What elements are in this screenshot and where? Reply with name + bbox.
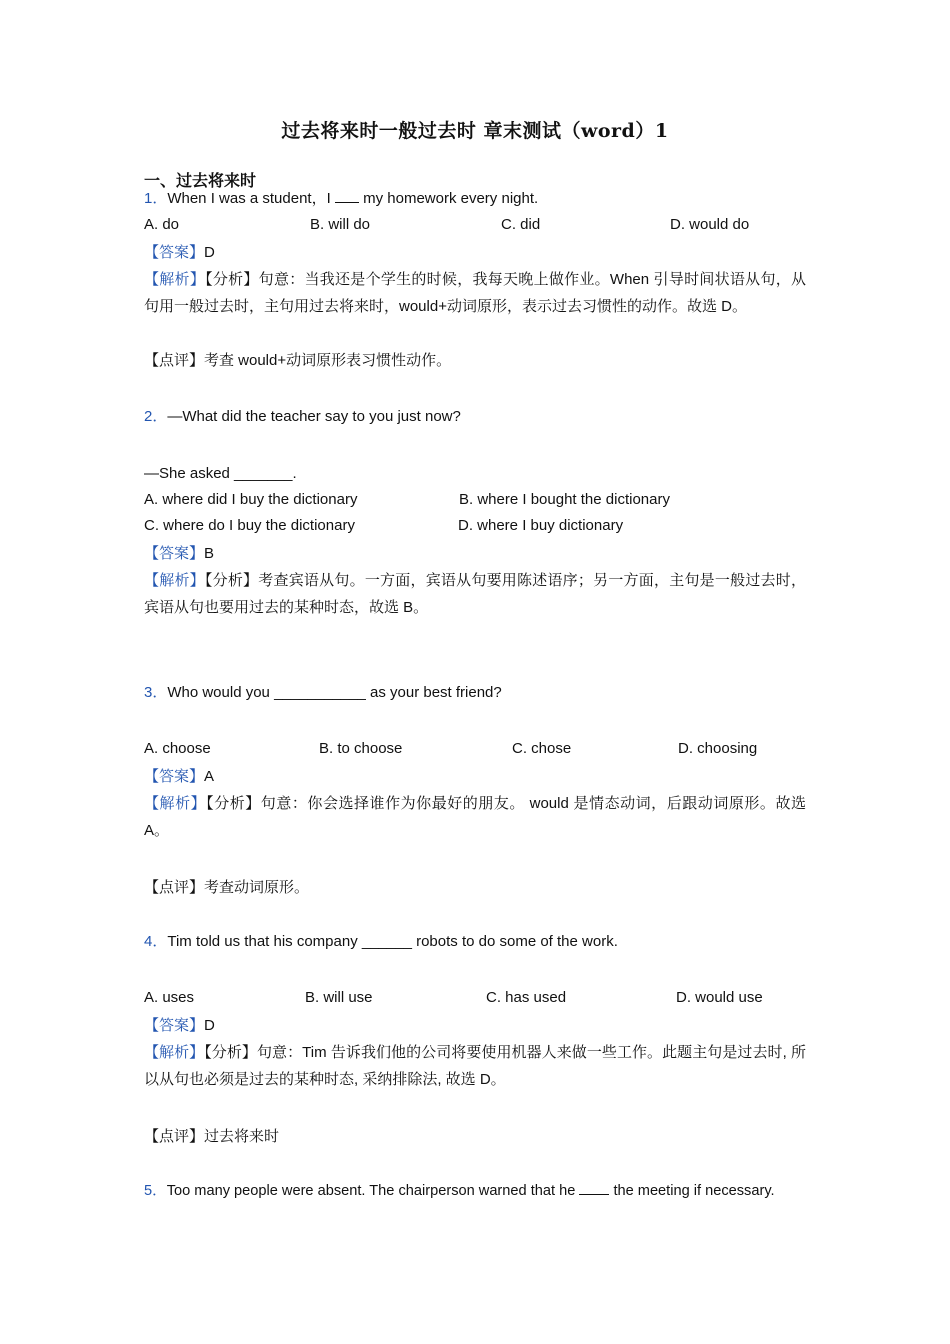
analysis-3: 【解析】【分析】句意：你会选择谁作为你最好的朋友。 would 是情态动词，后跟动词原形。故选 A。 (144, 795, 806, 839)
option-a: A. do (144, 216, 180, 233)
question-2-reply: —She asked _______. (144, 465, 297, 482)
question-number: 3． (144, 684, 168, 701)
question-1-stem: 1．When I was a student，I my homework every night. (144, 190, 539, 207)
comment-4: 【点评】过去将来时 (144, 1128, 280, 1145)
answer-3: 【答案】A (144, 768, 215, 785)
comment-3: 【点评】考查动词原形。 (144, 879, 310, 896)
question-4-stem: 4．Tim told us that his company ______ robots to do some of the work. (144, 933, 618, 950)
option-b: B. to choose (319, 740, 403, 757)
question-5-stem: 5．Too many people were absent. The chairperson warned that he the meeting if necessary. (144, 1183, 775, 1199)
option-d: D. would do (670, 216, 750, 233)
question-number: 2． (144, 408, 168, 425)
option-d: D. would use (676, 989, 763, 1006)
blank (335, 190, 359, 203)
answer-1: 【答案】D (144, 244, 215, 261)
option-c: C. chose (512, 740, 572, 757)
comment-1: 【点评】考查 would+动词原形表习惯性动作。 (144, 352, 452, 369)
question-2-stem: 2．—What did the teacher say to you just now? (144, 408, 461, 425)
document-title: 过去将来时一般过去时 章末测试（word）1 (281, 120, 669, 142)
option-b: B. will do (310, 216, 371, 233)
analysis-4: 【解析】【分析】句意：Tim 告诉我们他的公司将要使用机器人来做一些工作。此题主句是过去时, 所以从句也必须是过去的某种时态, 采纳排除法, 故选 D。 (144, 1044, 806, 1088)
option-a: A. uses (144, 989, 195, 1006)
option-c: C. where do I buy the dictionary (144, 517, 355, 534)
answer-4: 【答案】D (144, 1017, 215, 1034)
option-b: B. will use (305, 989, 373, 1006)
question-3-stem: 3．Who would you ___________ as your best friend? (144, 684, 502, 701)
option-d: D. choosing (678, 740, 758, 757)
blank (579, 1182, 609, 1195)
option-a: A. where did I buy the dictionary (144, 491, 358, 508)
option-b: B. where I bought the dictionary (459, 491, 670, 508)
question-number: 1． (144, 190, 168, 207)
question-number: 4． (144, 933, 168, 950)
answer-2: 【答案】B (144, 545, 215, 562)
question-number: 5． (144, 1183, 167, 1199)
section-title: 一、过去将来时 (144, 173, 257, 190)
option-c: C. did (501, 216, 541, 233)
option-d: D. where I buy dictionary (458, 517, 624, 534)
option-a: A. choose (144, 740, 211, 757)
analysis-1: 【解析】【分析】句意：当我还是个学生的时候，我每天晚上做作业。When 引导时间状语从句，从句用一般过去时，主句用过去将来时，would+动词原形，表示过去习惯性的动作。故选 D。 (144, 271, 806, 315)
option-c: C. has used (486, 989, 567, 1006)
analysis-2: 【解析】【分析】考查宾语从句。一方面，宾语从句要用陈述语序；另一方面，主句是一般过去时，宾语从句也要用过去的某种时态，故选 B。 (144, 572, 806, 616)
